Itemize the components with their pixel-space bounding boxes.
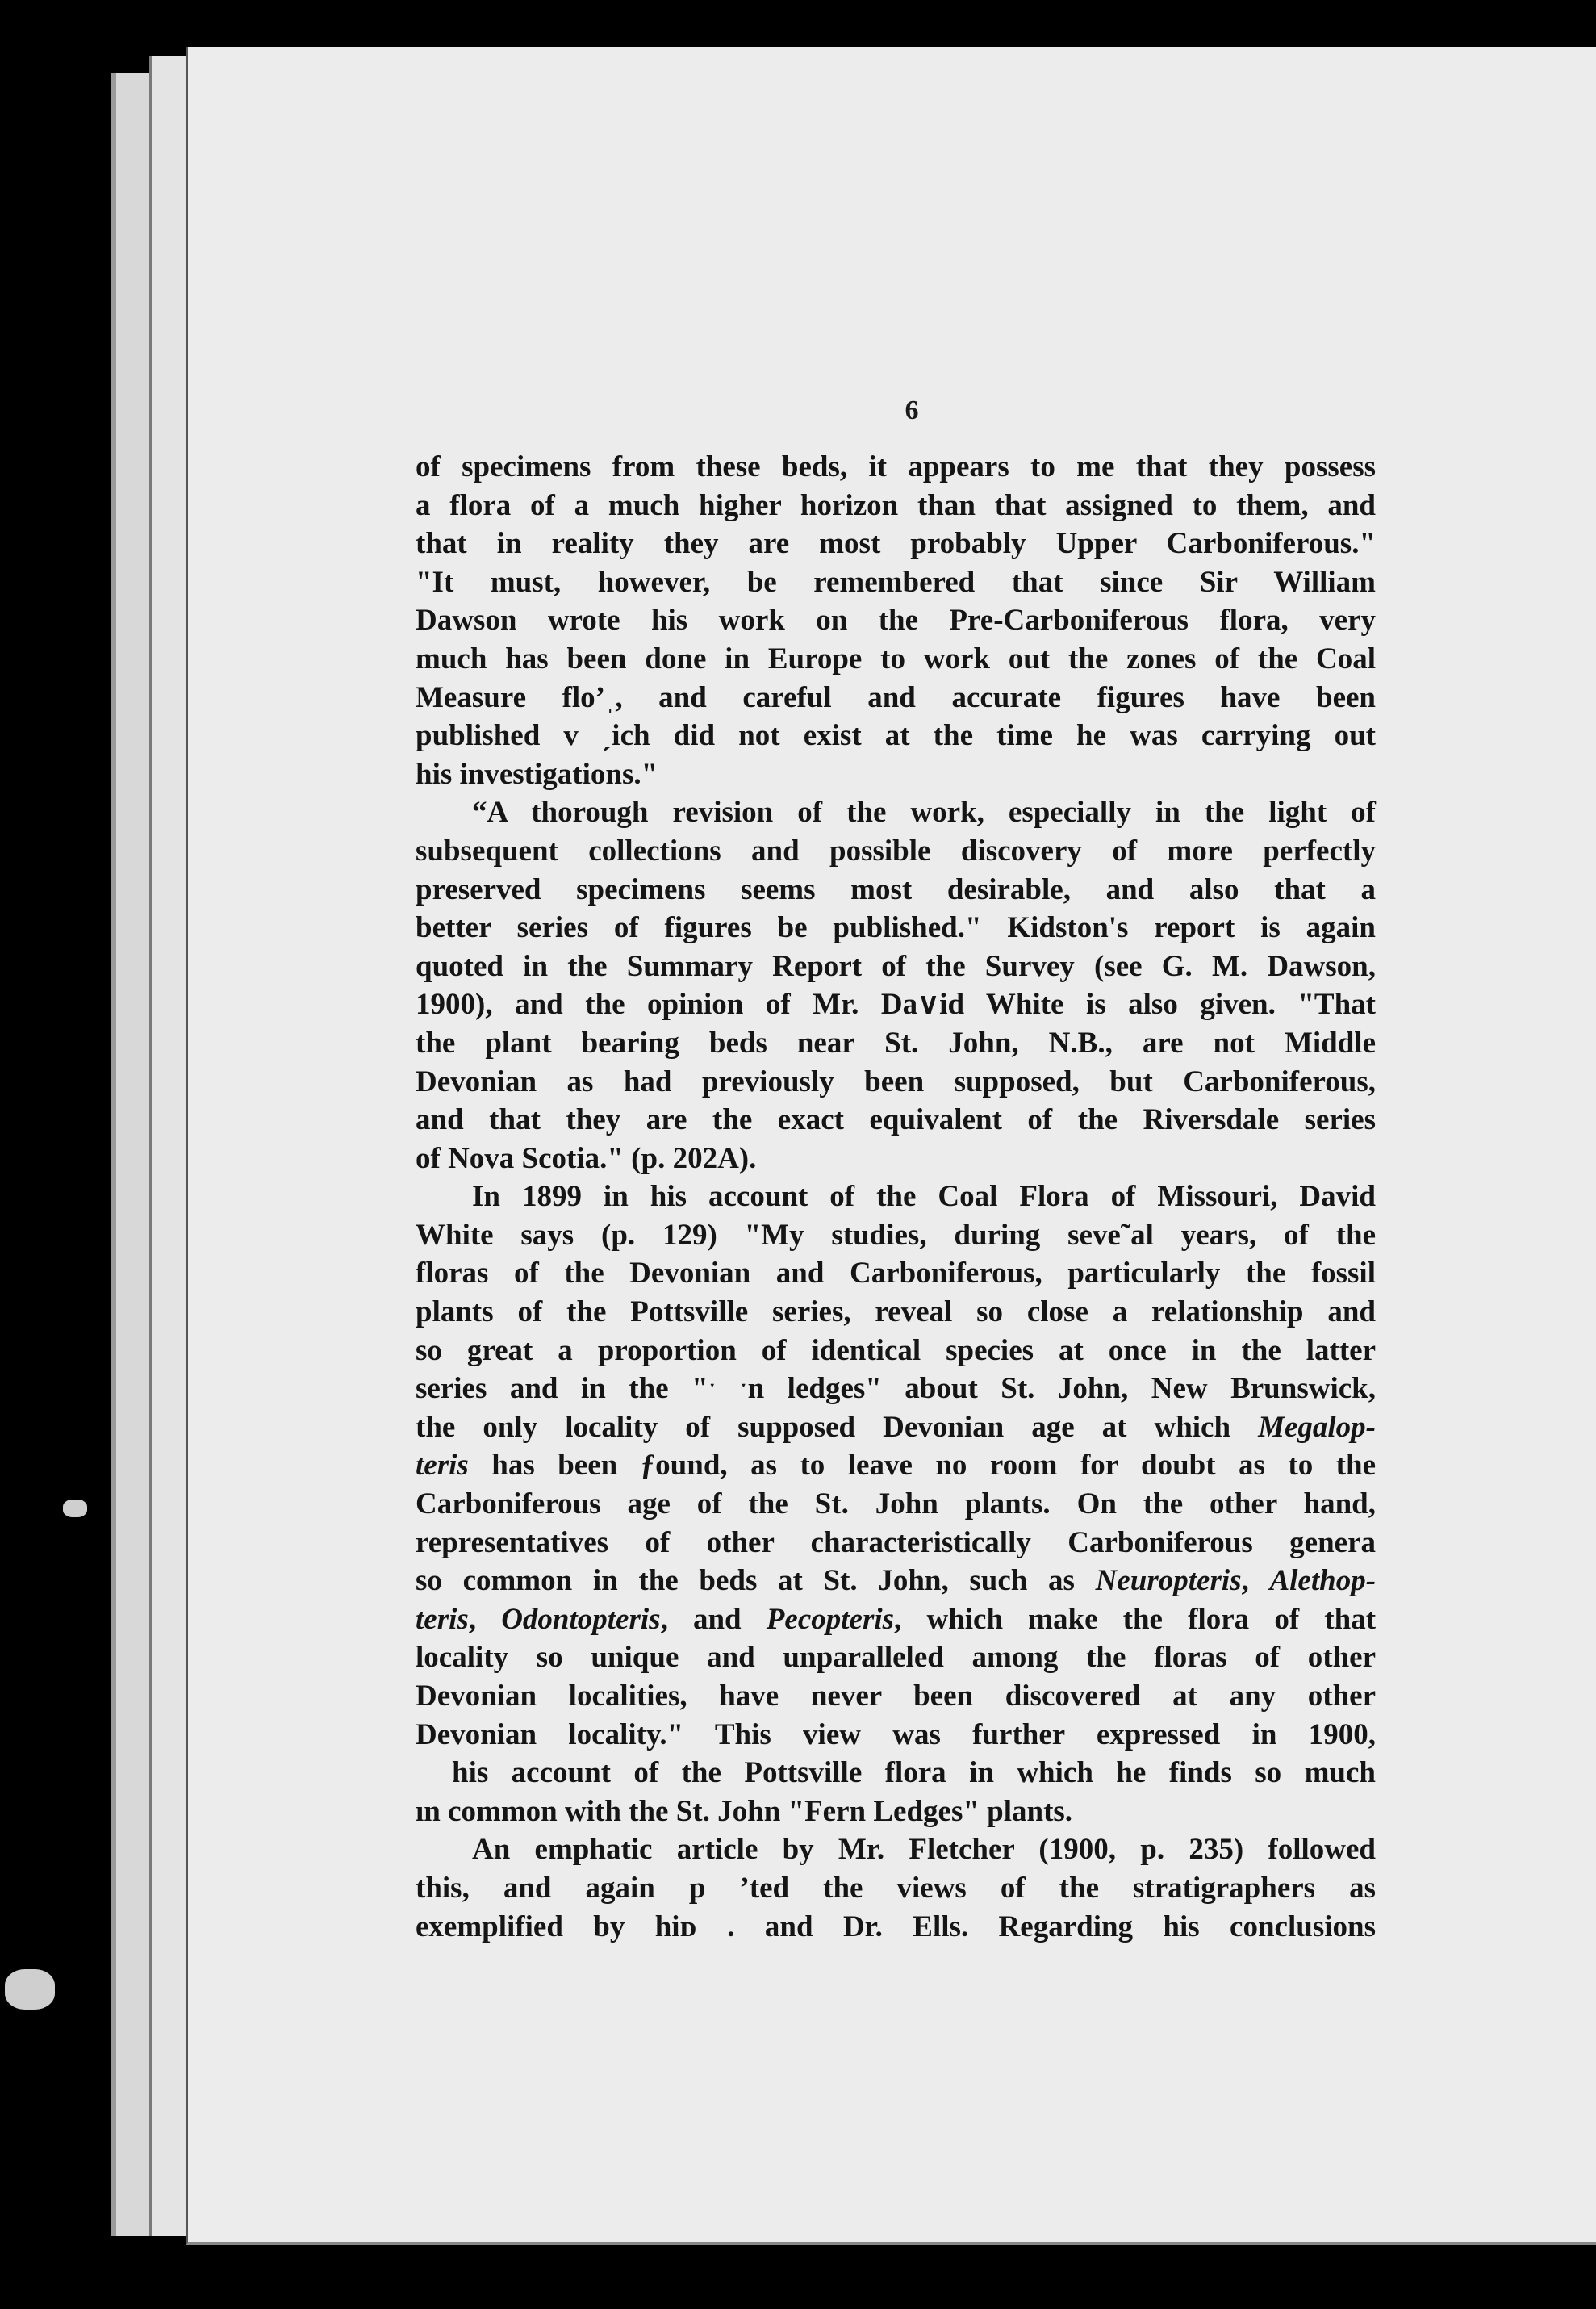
text-line: "It must, however, be remembered that since Sir William [416,565,1376,599]
text-line: published ᴠ ˏich did not exist at the time he was carrying out [416,719,1376,753]
text-line: better series of figures be published." Kidston's report is again [416,911,1376,945]
text-line: much has been done in Europe to work out the zones of the Coal [416,642,1376,676]
text-line: 1900), and the opinion of Mr. Da∨id White is also given. "That [416,988,1376,1022]
text-line: his account of the Pottsville flora in which he finds so much [452,1756,1376,1790]
text-segment: so common in the beds at St. John, such as [416,1564,1096,1598]
text-line: An emphatic article by Mr. Fletcher (1900, p. 235) followed [472,1833,1376,1867]
text-line: White says (p. 129) "My studies, during seve˜al years, of the [416,1218,1376,1252]
italic-term: Megalop- [1258,1410,1376,1444]
text-line [416,1562,1376,1600]
text-line: his investigations." [416,757,658,791]
text-line: locality so unique and unparalleled among the floras of other [416,1641,1376,1675]
text-segment: the only locality of supposed Devonian age at which [416,1410,1259,1444]
italic-term: teris [416,1449,469,1483]
text-line [416,1408,1376,1447]
text-line [416,1600,1376,1639]
text-line: plants of the Pottsville series, reveal so close a relationship and [416,1295,1376,1329]
text-line: of specimens from these beds, it appears to me that they possess [416,450,1376,483]
text-line: Dawson wrote his work on the Pre-Carboniferous flora, very [416,604,1376,638]
text-line: Carboniferous age of the St. John plants. On the other hand, [416,1487,1376,1521]
text-segment: , which make the flora of that [894,1602,1377,1636]
text-line: this, and again p ʼted the views of the stratigraphers as [416,1871,1376,1905]
text-line: so great a proportion of identical species at once in the latter [416,1333,1376,1367]
page-text [416,448,1376,1946]
italic-term: Neuropteris [1095,1564,1242,1598]
text-segment: has been ƒound, as to leave no room for doubt as to the [491,1449,1376,1483]
text-line: that in reality they are most probably Upper Carboniferous." [416,527,1376,561]
italic-term: Pecopteris [766,1602,895,1636]
text-line: subsequent collections and possible discovery of more perfectly [416,834,1376,868]
page-number: 6 [905,395,919,425]
text-segment: , [1241,1564,1270,1598]
dust-speck [63,1500,87,1517]
text-line: floras of the Devonian and Carboniferous, particularly the fossil [416,1257,1376,1290]
text-line: representatives of other characteristically Carboniferous genera [416,1525,1376,1559]
text-line: Devonian as had previously been supposed, but Carboniferous, [416,1065,1376,1098]
text-line: exemplified by hiᴅ . and Dr. Ells. Regarding his conclusions [416,1910,1376,1943]
text-line [416,1446,1376,1485]
text-line: Measure floʼˌ, and careful and accurate figures have been [416,680,1376,714]
text-line: ın common with the St. John "Fern Ledges" plants. [416,1794,1073,1828]
text-line: Devonian locality." This view was further expressed in 1900, [416,1717,1376,1751]
italic-term: Alethop- [1269,1564,1377,1598]
dust-speck [5,1969,55,2010]
text-segment: , and [660,1602,767,1636]
text-line: preserved specimens seems most desirable, and also that a [416,872,1376,906]
text-line: Devonian localities, have never been discovered at any other [416,1679,1376,1713]
text-segment: , [468,1602,502,1636]
text-line: series and in the "ˑ ˑn ledges" about St. John, New Brunswick, [416,1372,1376,1406]
italic-term: teris [416,1602,469,1636]
text-line: “A thorough revision of the work, especially in the light of [472,796,1376,830]
text-line: and that they are the exact equivalent of the Riversdale series [416,1103,1376,1137]
text-line: the plant bearing beds near St. John, N.B., are not Middle [416,1026,1376,1060]
text-line: a flora of a much higher horizon than that assigned to them, and [416,488,1376,522]
text-line: quoted in the Summary Report of the Survey (see G. M. Dawson, [416,949,1376,983]
italic-term: Odontopteris [501,1602,661,1636]
text-line: of Nova Scotia." (p. 202A). [416,1141,757,1175]
text-line: In 1899 in his account of the Coal Flora of Missouri, David [472,1180,1376,1214]
